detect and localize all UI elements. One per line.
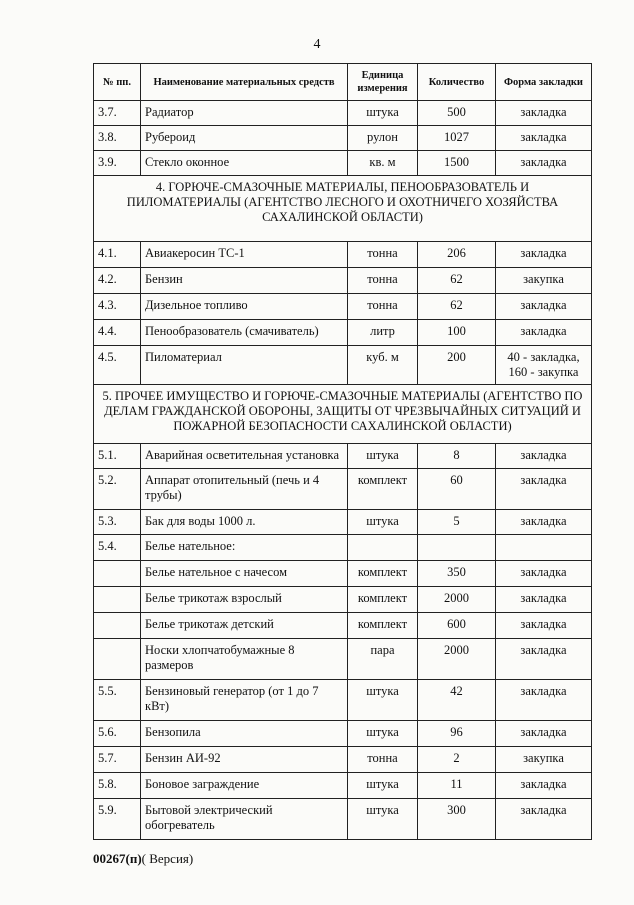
table-row bbox=[94, 510, 592, 535]
row-name: Бензопила bbox=[141, 721, 348, 747]
row-unit: тонна bbox=[348, 294, 418, 320]
table-row bbox=[94, 773, 592, 799]
row-quantity: 1500 bbox=[418, 151, 496, 176]
row-unit: штука bbox=[348, 799, 418, 840]
row-name: Белье нательное с начесом bbox=[141, 561, 348, 587]
table-row bbox=[94, 320, 592, 346]
row-name: Радиатор bbox=[141, 101, 348, 126]
row-quantity: 2000 bbox=[418, 587, 496, 613]
footer-code: 00267(п) bbox=[93, 851, 142, 866]
row-form: закладка bbox=[496, 680, 592, 721]
row-number bbox=[94, 613, 141, 639]
row-name: Дизельное топливо bbox=[141, 294, 348, 320]
table-row bbox=[94, 799, 592, 840]
row-form: закладка bbox=[496, 799, 592, 840]
row-unit bbox=[348, 535, 418, 561]
row-quantity: 350 bbox=[418, 561, 496, 587]
row-form: закладка bbox=[496, 721, 592, 747]
page-number: 4 bbox=[313, 37, 321, 52]
row-number: 5.2. bbox=[94, 469, 141, 510]
row-form: закладка bbox=[496, 773, 592, 799]
table-row bbox=[94, 346, 592, 385]
row-unit: штука bbox=[348, 444, 418, 469]
row-name: Белье трикотаж взрослый bbox=[141, 587, 348, 613]
row-quantity: 206 bbox=[418, 242, 496, 268]
row-number: 5.6. bbox=[94, 721, 141, 747]
row-unit: пара bbox=[348, 639, 418, 680]
row-quantity: 100 bbox=[418, 320, 496, 346]
row-quantity: 62 bbox=[418, 294, 496, 320]
row-unit: куб. м bbox=[348, 346, 418, 385]
row-unit: штука bbox=[348, 101, 418, 126]
row-number: 4.4. bbox=[94, 320, 141, 346]
table-row bbox=[94, 151, 592, 176]
row-form: закупка bbox=[496, 747, 592, 773]
row-unit: штука bbox=[348, 773, 418, 799]
row-form: закладка bbox=[496, 101, 592, 126]
row-form: 40 - закладка, 160 - закупка bbox=[496, 346, 592, 385]
section-4-title: 4. ГОРЮЧЕ-СМАЗОЧНЫЕ МАТЕРИАЛЫ, ПЕНООБРАЗОВАТЕЛЬ И ПИЛОМАТЕРИАЛЫ (АГЕНТСТВО ЛЕСНОГО И ОХОТНИЧЕГО ХОЗЯЙСТВА САХАЛИНСКОЙ ОБЛАСТИ) bbox=[94, 176, 592, 242]
row-form: закладка bbox=[496, 126, 592, 151]
row-quantity: 60 bbox=[418, 469, 496, 510]
row-quantity: 600 bbox=[418, 613, 496, 639]
header-unit: Единица измерения bbox=[348, 64, 418, 101]
row-quantity: 300 bbox=[418, 799, 496, 840]
row-form: закладка bbox=[496, 444, 592, 469]
header-form: Форма закладки bbox=[496, 64, 592, 101]
row-number: 5.9. bbox=[94, 799, 141, 840]
table-row bbox=[94, 587, 592, 613]
row-quantity: 11 bbox=[418, 773, 496, 799]
table-row bbox=[94, 535, 592, 561]
row-unit: тонна bbox=[348, 268, 418, 294]
row-name: Стекло оконное bbox=[141, 151, 348, 176]
table-row bbox=[94, 242, 592, 268]
row-name: Рубероид bbox=[141, 126, 348, 151]
section-5-title: 5. ПРОЧЕЕ ИМУЩЕСТВО И ГОРЮЧЕ-СМАЗОЧНЫЕ МАТЕРИАЛЫ (АГЕНТСТВО ПО ДЕЛАМ ГРАЖДАНСКОЙ ОБОРОНЫ, ЗАЩИТЫ ОТ ЧРЕЗВЫЧАЙНЫХ СИТУАЦИЙ И ПОЖАРНОЙ БЕЗОПАСНОСТИ САХАЛИНСКОЙ ОБЛАСТИ) bbox=[94, 385, 592, 444]
row-unit: комплект bbox=[348, 587, 418, 613]
row-name: Носки хлопчатобумажные 8 размеров bbox=[141, 639, 348, 680]
section-row bbox=[94, 176, 592, 242]
row-number: 5.7. bbox=[94, 747, 141, 773]
row-form: закладка bbox=[496, 639, 592, 680]
header-qty: Количество bbox=[418, 64, 496, 101]
row-name: Бензин АИ-92 bbox=[141, 747, 348, 773]
row-quantity: 96 bbox=[418, 721, 496, 747]
row-form: закладка bbox=[496, 613, 592, 639]
row-form bbox=[496, 535, 592, 561]
row-number: 5.5. bbox=[94, 680, 141, 721]
row-form: закладка bbox=[496, 151, 592, 176]
table-row bbox=[94, 680, 592, 721]
row-quantity: 2 bbox=[418, 747, 496, 773]
row-unit: штука bbox=[348, 680, 418, 721]
table-row bbox=[94, 639, 592, 680]
table-row bbox=[94, 444, 592, 469]
footer bbox=[93, 851, 193, 867]
header-name: Наименование материальных средств bbox=[141, 64, 348, 101]
row-name: Авиакеросин ТС-1 bbox=[141, 242, 348, 268]
table-row bbox=[94, 747, 592, 773]
row-name: Боновое заграждение bbox=[141, 773, 348, 799]
row-quantity: 8 bbox=[418, 444, 496, 469]
row-quantity: 62 bbox=[418, 268, 496, 294]
row-unit: кв. м bbox=[348, 151, 418, 176]
table-row bbox=[94, 268, 592, 294]
materials-table bbox=[93, 63, 592, 840]
row-name: Белье трикотаж детский bbox=[141, 613, 348, 639]
row-unit: штука bbox=[348, 510, 418, 535]
row-number bbox=[94, 561, 141, 587]
row-unit: тонна bbox=[348, 242, 418, 268]
row-number: 3.7. bbox=[94, 101, 141, 126]
row-name: Пиломатериал bbox=[141, 346, 348, 385]
table-row bbox=[94, 294, 592, 320]
row-unit: комплект bbox=[348, 469, 418, 510]
row-number: 3.9. bbox=[94, 151, 141, 176]
row-number: 5.3. bbox=[94, 510, 141, 535]
row-quantity: 200 bbox=[418, 346, 496, 385]
row-number: 4.5. bbox=[94, 346, 141, 385]
table-row bbox=[94, 101, 592, 126]
header-num: № пп. bbox=[94, 64, 141, 101]
row-quantity: 500 bbox=[418, 101, 496, 126]
row-name: Бензин bbox=[141, 268, 348, 294]
row-form: закладка bbox=[496, 320, 592, 346]
row-unit: комплект bbox=[348, 561, 418, 587]
row-unit: штука bbox=[348, 721, 418, 747]
row-quantity: 5 bbox=[418, 510, 496, 535]
row-quantity: 2000 bbox=[418, 639, 496, 680]
row-number: 5.1. bbox=[94, 444, 141, 469]
row-name: Бытовой электрический обогреватель bbox=[141, 799, 348, 840]
row-form: закладка bbox=[496, 561, 592, 587]
row-form: закладка bbox=[496, 242, 592, 268]
row-name: Бак для воды 1000 л. bbox=[141, 510, 348, 535]
row-number: 4.2. bbox=[94, 268, 141, 294]
row-number: 4.3. bbox=[94, 294, 141, 320]
row-number: 3.8. bbox=[94, 126, 141, 151]
row-form: закладка bbox=[496, 469, 592, 510]
row-quantity: 1027 bbox=[418, 126, 496, 151]
table-row bbox=[94, 721, 592, 747]
row-unit: тонна bbox=[348, 747, 418, 773]
table-row bbox=[94, 613, 592, 639]
row-form: закупка bbox=[496, 268, 592, 294]
row-number: 4.1. bbox=[94, 242, 141, 268]
row-number bbox=[94, 639, 141, 680]
row-quantity: 42 bbox=[418, 680, 496, 721]
row-form: закладка bbox=[496, 510, 592, 535]
row-number: 5.8. bbox=[94, 773, 141, 799]
row-name: Пенообразователь (смачиватель) bbox=[141, 320, 348, 346]
row-form: закладка bbox=[496, 587, 592, 613]
row-name: Бензиновый генератор (от 1 до 7 кВт) bbox=[141, 680, 348, 721]
table-row bbox=[94, 126, 592, 151]
table-header-row bbox=[94, 64, 592, 101]
row-unit: комплект bbox=[348, 613, 418, 639]
section-row bbox=[94, 385, 592, 444]
row-unit: литр bbox=[348, 320, 418, 346]
row-number: 5.4. bbox=[94, 535, 141, 561]
table-row bbox=[94, 561, 592, 587]
row-name: Аварийная осветительная установка bbox=[141, 444, 348, 469]
row-quantity bbox=[418, 535, 496, 561]
row-name: Аппарат отопительный (печь и 4 трубы) bbox=[141, 469, 348, 510]
row-number bbox=[94, 587, 141, 613]
row-unit: рулон bbox=[348, 126, 418, 151]
footer-version: ( Версия) bbox=[141, 851, 194, 866]
row-form: закладка bbox=[496, 294, 592, 320]
row-name: Белье нательное: bbox=[141, 535, 348, 561]
table-row bbox=[94, 469, 592, 510]
